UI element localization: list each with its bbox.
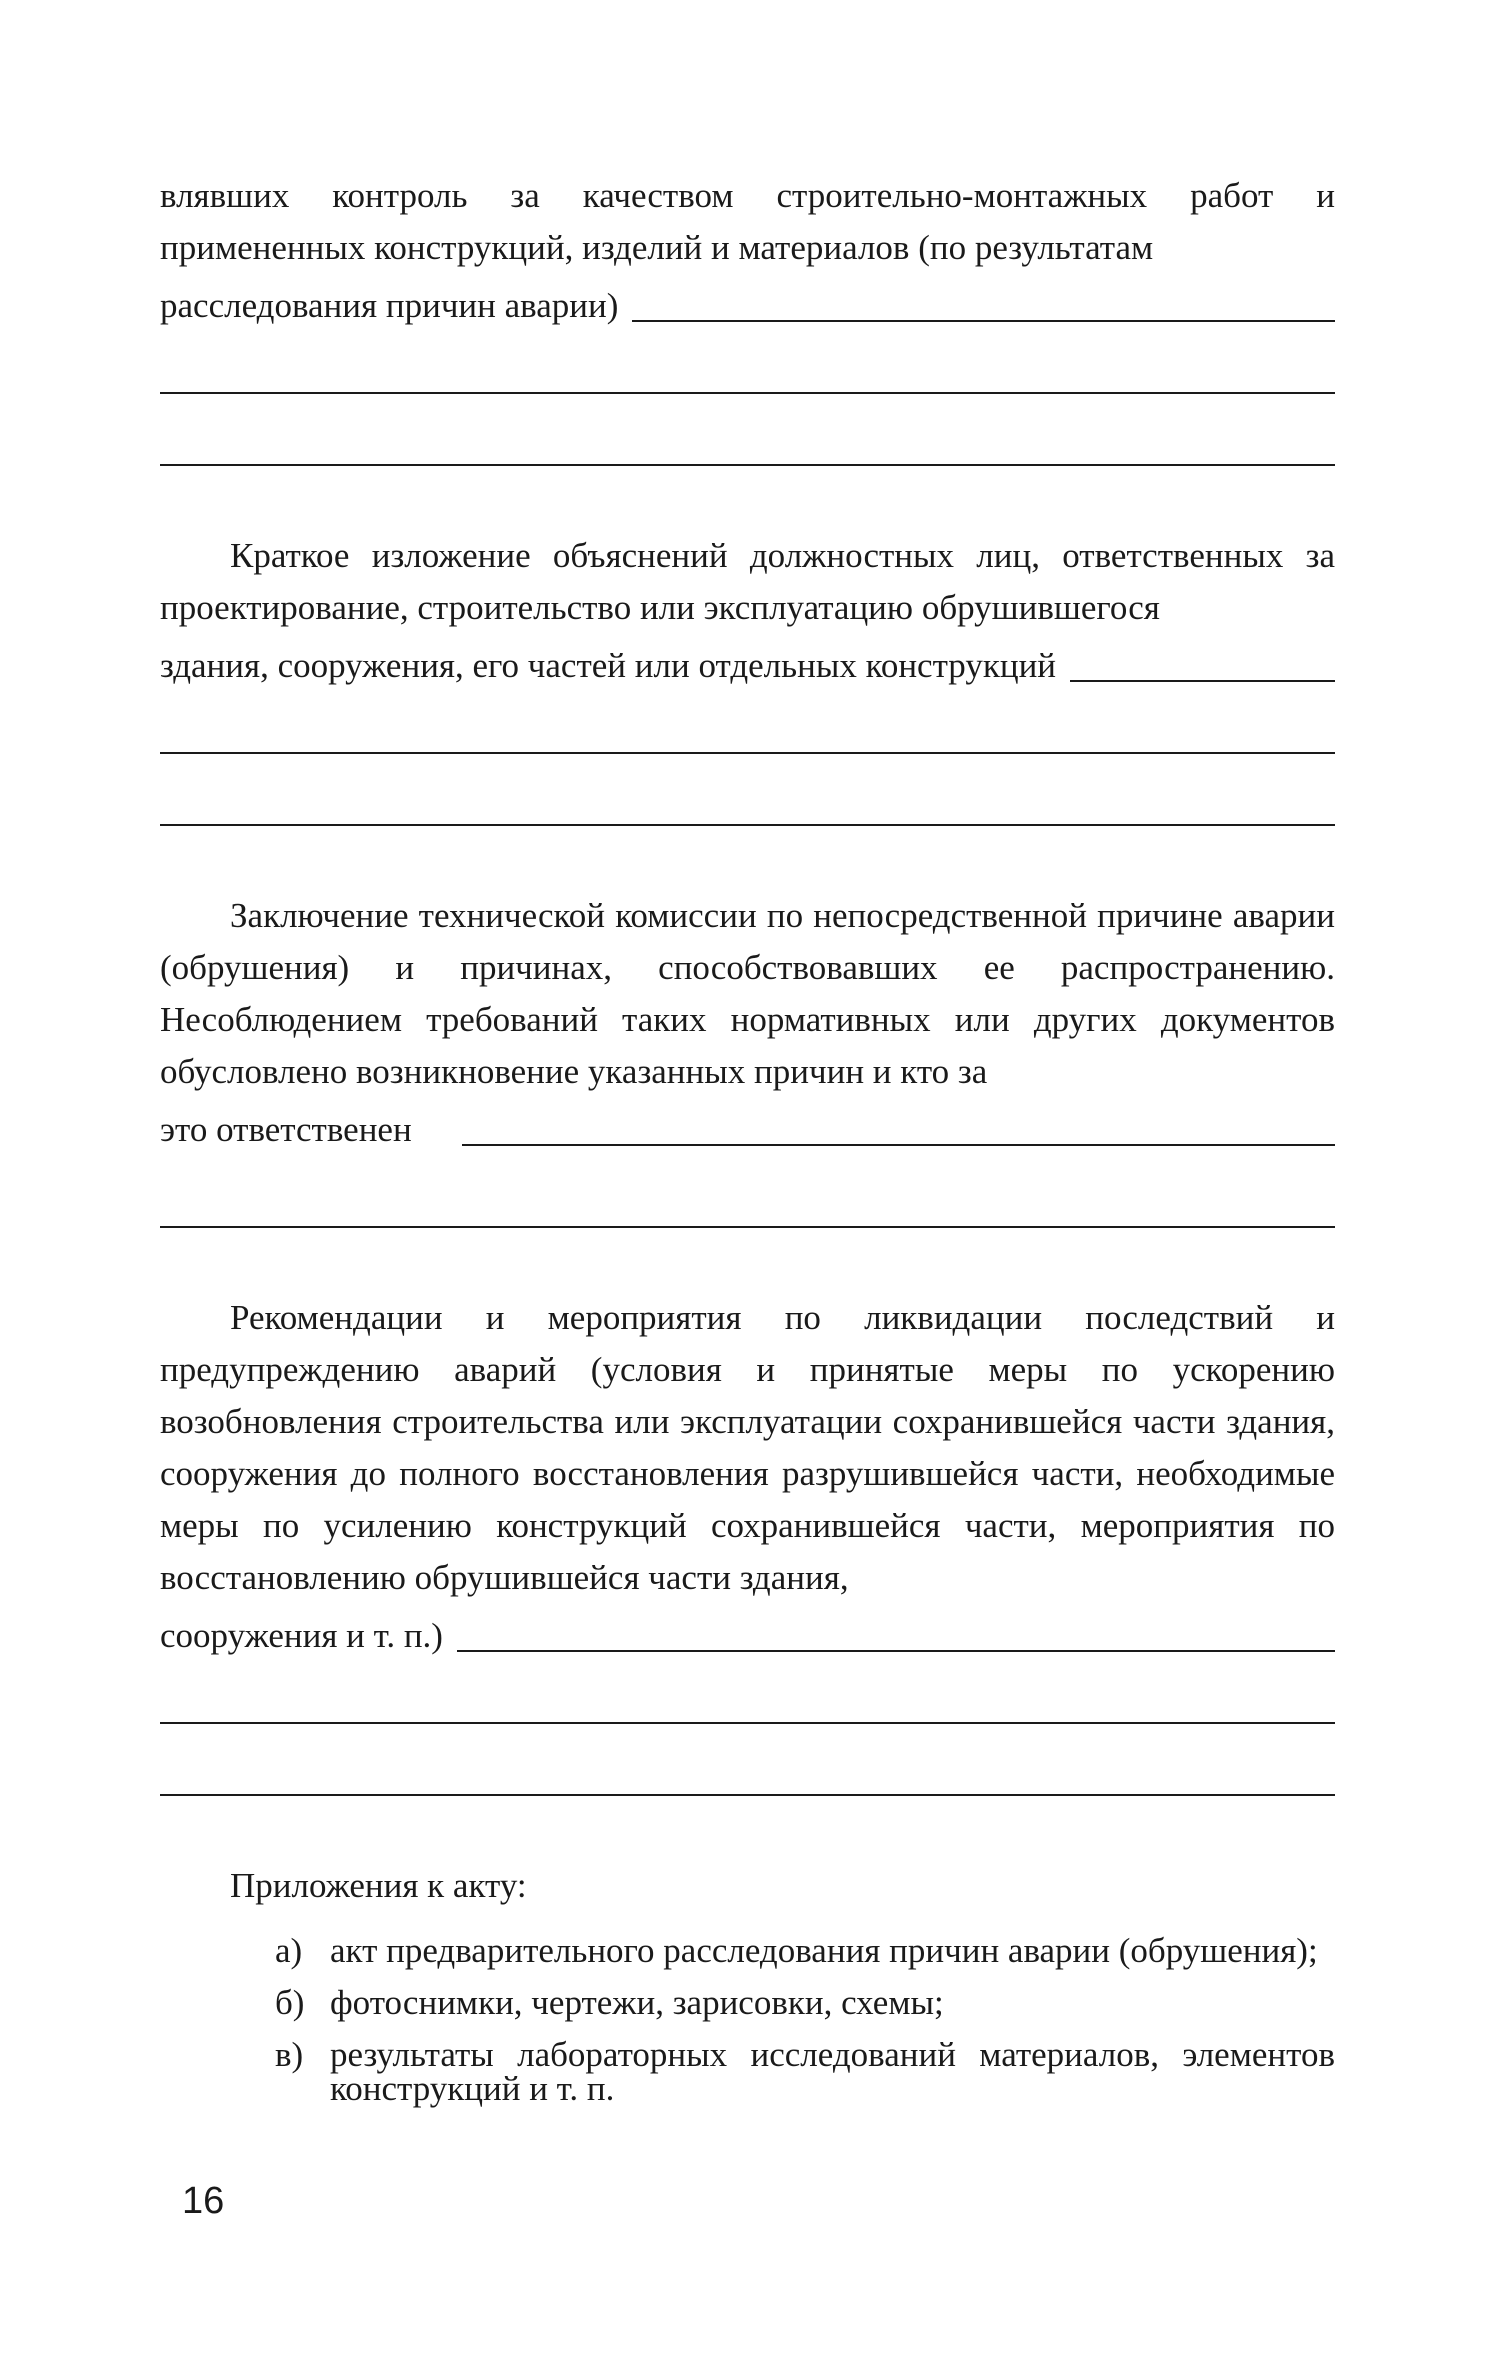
appendix-marker: а) bbox=[275, 1931, 303, 1970]
appendix-title: Приложения к акту: bbox=[230, 1866, 527, 1905]
section-officials-explanations bbox=[160, 530, 1335, 826]
appendix-marker: б) bbox=[275, 1983, 305, 2022]
field-label: сооружения и т. п.) bbox=[160, 1616, 443, 1655]
paragraph-text: Заключение технической комиссии по непосредственной причине аварии (обрушения) и причинах, способствовавших ее распространению. Несоблюдением требований таких нормативных или других документов обусловлено возникновение указанных причин и кто за bbox=[160, 896, 1335, 1091]
appendix-text: результаты лабораторных исследований материалов, элементов конструкций и т. п. bbox=[330, 2035, 1335, 2108]
field-label: здания, сооружения, его частей или отдельных конструкций bbox=[160, 646, 1057, 685]
blank-line[interactable] bbox=[160, 752, 1335, 754]
field-label: это ответственен bbox=[160, 1110, 412, 1149]
fill-in-line bbox=[160, 1104, 1335, 1156]
blank-line[interactable] bbox=[160, 1722, 1335, 1724]
fill-in-line bbox=[160, 640, 1335, 692]
paragraph-text: влявших контроль за качеством строительно-монтажных работ и примененных конструкций, изделий и материалов (по результатам bbox=[160, 176, 1335, 267]
appendix-item bbox=[160, 1931, 1335, 1970]
fill-in-line bbox=[160, 1610, 1335, 1662]
blank-line[interactable] bbox=[160, 1226, 1335, 1228]
appendix-text: акт предварительного расследования причин аварии (обрушения); bbox=[330, 1931, 1318, 1970]
blank-line[interactable] bbox=[1070, 680, 1335, 682]
blank-line[interactable] bbox=[160, 1794, 1335, 1796]
appendix-item bbox=[160, 2035, 1335, 2108]
blank-line[interactable] bbox=[462, 1144, 1335, 1146]
appendix-text: фотоснимки, чертежи, зарисовки, схемы; bbox=[330, 1983, 944, 2022]
document-page bbox=[160, 170, 1335, 2124]
field-label: расследования причин аварии) bbox=[160, 286, 619, 325]
paragraph-text: Рекомендации и мероприятия по ликвидации последствий и предупреждению аварий (условия и принятые меры по ускорению возобновления строительства или эксплуатации сохранившейся части здания, сооружения до полного восстановления разрушившейся части, необходимые меры по усилению конструкций сохранившейся части, мероприятия по восстановлению обрушившейся части здания, bbox=[160, 1298, 1335, 1597]
blank-line[interactable] bbox=[160, 392, 1335, 394]
blank-line[interactable] bbox=[632, 320, 1335, 322]
appendix-item bbox=[160, 1983, 1335, 2022]
section-quality-control bbox=[160, 170, 1335, 466]
fill-in-line bbox=[160, 280, 1335, 332]
page-number: 16 bbox=[182, 2180, 225, 2222]
section-commission-conclusion bbox=[160, 890, 1335, 1228]
appendix-section bbox=[160, 1860, 1335, 2106]
blank-line[interactable] bbox=[160, 464, 1335, 466]
blank-line[interactable] bbox=[160, 824, 1335, 826]
section-recommendations bbox=[160, 1292, 1335, 1796]
paragraph-text: Краткое изложение объяснений должностных лиц, ответственных за проектирование, строительство или эксплуатацию обрушившегося bbox=[160, 536, 1335, 627]
blank-line[interactable] bbox=[457, 1650, 1335, 1652]
appendix-marker: в) bbox=[275, 2035, 304, 2074]
